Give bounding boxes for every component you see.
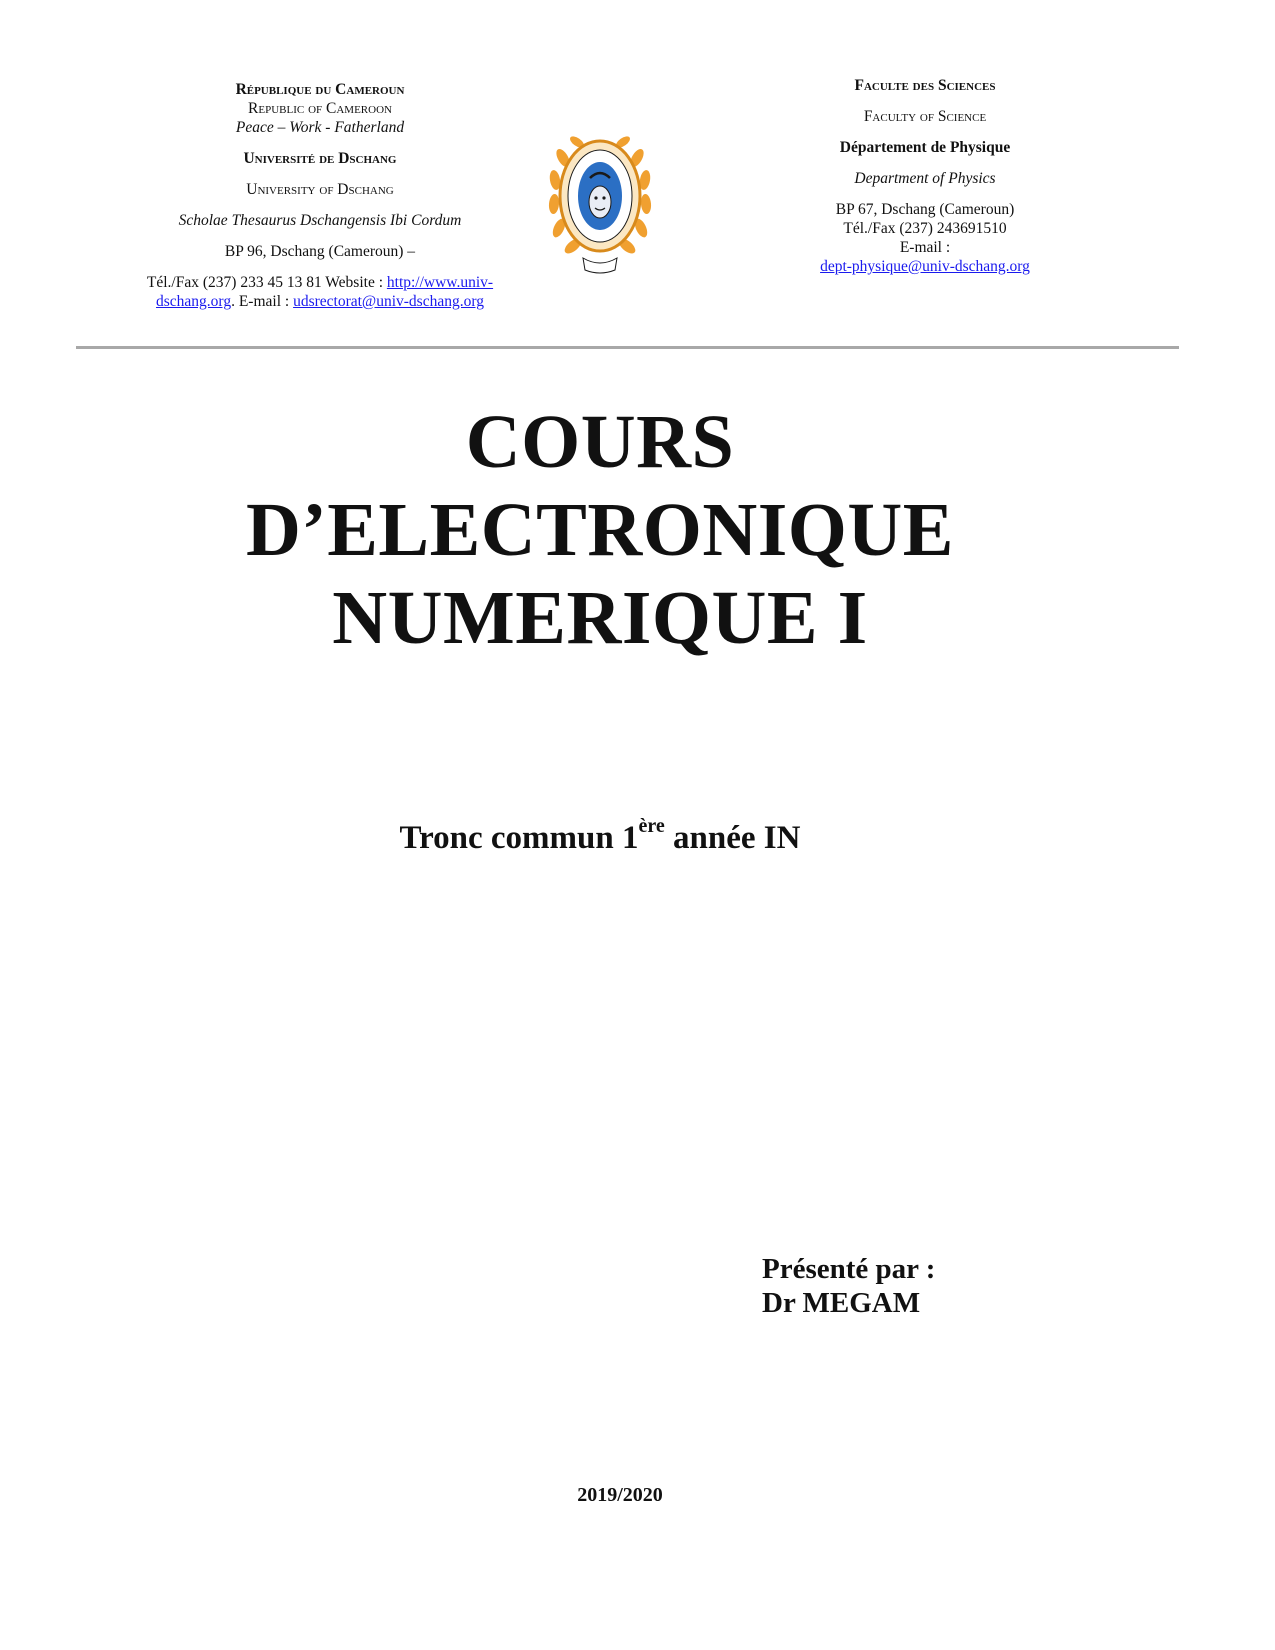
subtitle-after: année IN — [664, 820, 801, 856]
department-phone: Tél./Fax (237) 243691510 — [843, 220, 1007, 237]
university-motto: Scholae Thesaurus Dschangensis Ibi Cordum — [178, 212, 462, 229]
subtitle-superscript: ère — [638, 815, 665, 837]
header-left — [110, 80, 530, 311]
contact-prefix: Tél./Fax (237) 233 45 13 81 Website : — [146, 274, 387, 291]
presenter-block — [762, 1252, 935, 1320]
university-contact — [110, 273, 530, 311]
course-subtitle — [200, 815, 1000, 857]
department-email-link[interactable]: dept-physique@univ-dschang.org — [820, 258, 1030, 275]
university-name-en: University of Dschang — [246, 181, 394, 198]
title-line-1: COURS — [465, 400, 735, 484]
department-email-label: E-mail : — [899, 239, 951, 256]
rectorat-email-link[interactable]: udsrectorat@univ-dschang.org — [293, 293, 484, 310]
header-divider — [76, 346, 1179, 349]
title-line-2: D’ELECTRONIQUE — [246, 488, 954, 572]
country-en: Republic of Cameroon — [248, 100, 392, 117]
faculty-en: Faculty of Science — [863, 108, 987, 125]
department-address: BP 67, Dschang (Cameroun) — [835, 201, 1015, 218]
department-en: Department of Physics — [854, 170, 996, 187]
presenter-label: Présenté par : — [762, 1253, 936, 1285]
course-title — [150, 398, 1050, 662]
website-link-part2[interactable]: dschang.org — [156, 293, 232, 310]
national-motto: Peace – Work - Fatherland — [235, 119, 405, 136]
email-prefix: . E-mail : — [231, 293, 294, 310]
title-line-3: NUMERIQUE I — [332, 576, 868, 660]
header-right — [790, 76, 1060, 276]
faculty-fr: Faculte des Sciences — [854, 77, 996, 94]
country-fr: République du Cameroun — [235, 81, 405, 98]
university-name-fr: Université de Dschang — [243, 150, 397, 167]
university-crest-icon — [545, 118, 655, 278]
website-link-part1[interactable]: http://www.univ- — [386, 274, 494, 291]
university-address: BP 96, Dschang (Cameroun) – — [224, 243, 416, 260]
department-fr: Département de Physique — [839, 139, 1011, 156]
subtitle-before: Tronc commun 1 — [399, 820, 639, 856]
academic-year: 2019/2020 — [577, 1484, 663, 1506]
university-logo — [545, 118, 655, 278]
presenter-name: Dr MEGAM — [762, 1287, 921, 1319]
